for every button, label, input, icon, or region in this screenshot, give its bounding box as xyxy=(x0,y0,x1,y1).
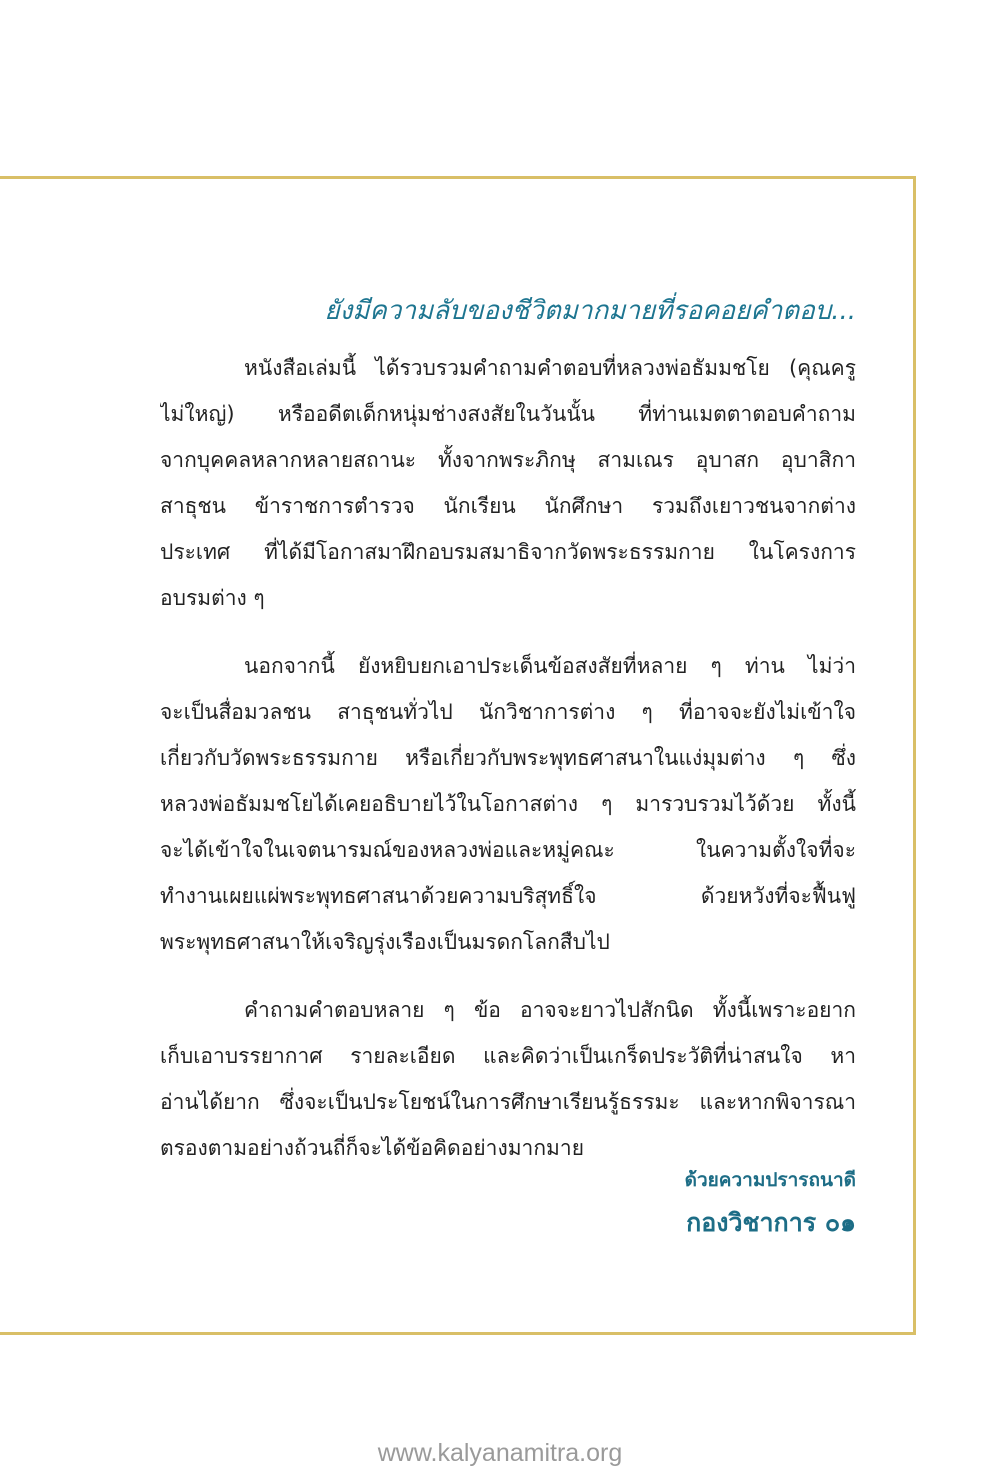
paragraph-1 xyxy=(160,345,856,621)
paragraph-line: ไม่ใหญ่) หรืออดีตเด็กหนุ่มช่างสงสัยในวันนั้น ที่ท่านเมตตาตอบคำถาม xyxy=(160,402,856,426)
signature-author: กองวิชาการ ๐๑ xyxy=(686,1208,856,1237)
paragraph-line: ตรองตามอย่างถ้วนถี่ก็จะได้ข้อคิดอย่างมากมาย xyxy=(160,1136,584,1160)
footer-watermark-url: www.kalyanamitra.org xyxy=(377,1439,623,1467)
paragraph-line: คำถามคำตอบหลาย ๆ ข้อ อาจจะยาวไปสักนิด ทั้งนี้เพราะอยาก xyxy=(244,998,856,1022)
paragraph-line: จะเป็นสื่อมวลชน สาธุชนทั่วไป นักวิชาการต่าง ๆ ที่อาจจะยังไม่เข้าใจ xyxy=(160,700,856,724)
body-text xyxy=(160,345,856,1193)
paragraph-2 xyxy=(160,643,856,965)
paragraph-line: จะได้เข้าใจในเจตนารมณ์ของหลวงพ่อและหมู่คณะ ในความตั้งใจที่จะ xyxy=(160,838,856,862)
paragraph-line: หลวงพ่อธัมมชโยได้เคยอธิบายไว้ในโอกาสต่าง ๆ มารวบรวมไว้ด้วย ทั้งนี้ xyxy=(160,792,856,816)
paragraph-line: จากบุคคลหลากหลายสถานะ ทั้งจากพระภิกษุ สามเณร อุบาสก อุบาสิกา xyxy=(160,448,856,472)
page-heading: ยังมีความลับของชีวิตมากมายที่รอคอยคำตอบ... xyxy=(324,296,856,326)
paragraph-line: หนังสือเล่มนี้ ได้รวบรวมคำถามคำตอบที่หลวงพ่อธัมมชโย (คุณครู xyxy=(244,356,856,380)
paragraph-line: เก็บเอาบรรยากาศ รายละเอียด และคิดว่าเป็นเกร็ดประวัติที่น่าสนใจ หา xyxy=(160,1044,856,1068)
paragraph-line: ประเทศ ที่ได้มีโอกาสมาฝึกอบรมสมาธิจากวัดพระธรรมกาย ในโครงการ xyxy=(160,540,856,564)
paragraph-line: เกี่ยวกับวัดพระธรรมกาย หรือเกี่ยวกับพระพุทธศาสนาในแง่มุมต่าง ๆ ซึ่ง xyxy=(160,746,856,770)
paragraph-3 xyxy=(160,987,856,1171)
paragraph-line: นอกจากนี้ ยังหยิบยกเอาประเด็นข้อสงสัยที่หลาย ๆ ท่าน ไม่ว่า xyxy=(244,654,856,678)
paragraph-line: อ่านได้ยาก ซึ่งจะเป็นประโยชน์ในการศึกษาเรียนรู้ธรรมะ และหากพิจารณา xyxy=(160,1090,856,1114)
paragraph-line: พระพุทธศาสนาให้เจริญรุ่งเรืองเป็นมรดกโลกสืบไป xyxy=(160,930,610,954)
paragraph-line: สาธุชน ข้าราชการตำรวจ นักเรียน นักศึกษา รวมถึงเยาวชนจากต่าง xyxy=(160,494,856,518)
signature-greeting: ด้วยความปรารถนาดี xyxy=(684,1169,856,1191)
paragraph-line: ทำงานเผยแผ่พระพุทธศาสนาด้วยความบริสุทธิ์ใจ ด้วยหวังที่จะฟื้นฟู xyxy=(160,884,856,908)
paragraph-line: อบรมต่าง ๆ xyxy=(160,586,265,610)
